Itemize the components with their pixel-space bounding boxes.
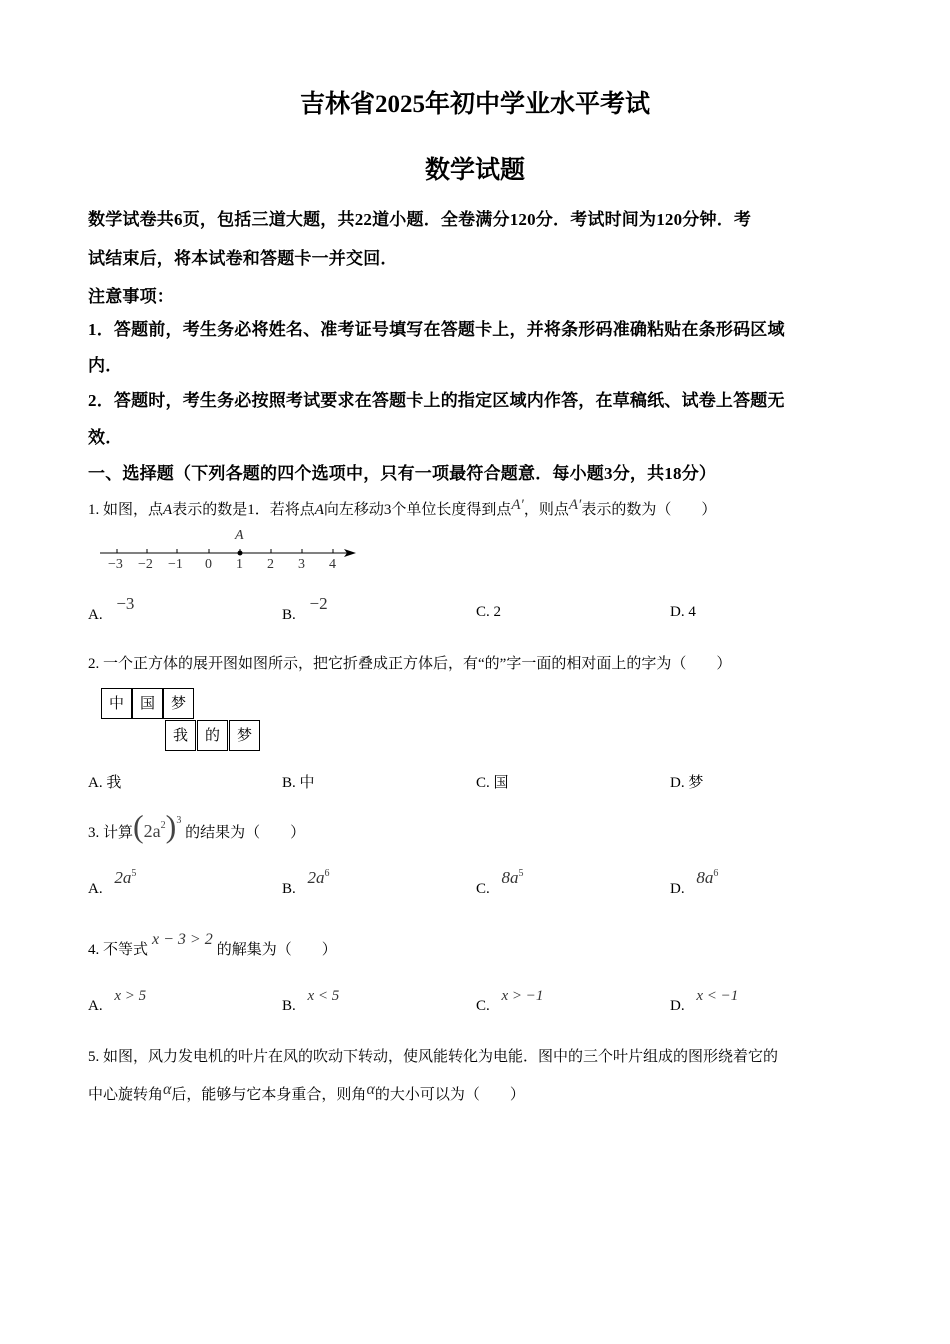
exam-title: 吉林省2025年初中学业水平考试 [299,91,650,118]
exam-subtitle: 数学试题 [424,157,525,184]
expression-base: 2a [143,821,161,841]
net-cell: 的 [197,720,228,751]
question-2-option-b[interactable]: B. 中 [282,775,315,791]
question-number: 2. [88,656,100,672]
question-2-option-d[interactable]: D. 梦 [670,775,704,791]
notice-item-2-line-1: 2．答题时，考生务必按照考试要求在答题卡上的指定区域内作答，在草稿纸、试卷上答题无 [88,391,785,410]
intro-line-1: 数学试卷共6页，包括三道大题，共22道小题．全卷满分120分．考试时间为120分钟．考 [88,210,752,229]
net-cell: 我 [165,720,196,751]
intro-line-2: 试结束后，将本试卷和答题卡一并交回． [88,249,398,268]
question-3-stem: 3. 计算$(2a^2)^3$ 的结果为（ ） [88,808,306,844]
question-2-stem: 2. 一个正方体的展开图如图所示，把它折叠成正方体后，有“的”字一面的相对面上的字为（ ） [88,656,732,672]
question-3-option-c[interactable]: C. $8a^5$ [476,868,524,897]
alpha-symbol: α [366,1081,375,1098]
question-1-option-d[interactable]: D. 4 [670,604,696,620]
tick-label: −2 [138,557,153,572]
question-number: 3. [88,825,100,841]
notice-item-2-line-2: 效． [88,428,123,447]
alpha-symbol: α [163,1081,172,1098]
question-5-stem-line-2: 中心旋转角α后，能够与它本身重合，则角α的大小可以为（ ） [88,1081,525,1103]
expression-close-paren: ) [165,808,177,844]
question-5-stem-line-1: 5. 如图，风力发电机的叶片在风的吹动下转动，使风能转化为电能．图中的三个叶片组成的图形绕着它的 [88,1049,779,1065]
question-number: 5. [88,1049,100,1065]
question-3-option-b[interactable]: B. $2a^6$ [282,868,330,897]
inequality-expression: x − 3 > 2 [152,931,213,948]
question-1-option-c[interactable]: C. 2 [476,604,502,620]
tick-label: −3 [108,557,123,572]
tick-label: 0 [205,557,212,572]
question-4-option-a[interactable]: A. x > 5 [88,988,147,1014]
question-2-option-c[interactable]: C. 国 [476,775,509,791]
net-cell: 中 [101,688,132,719]
net-cell: 梦 [163,688,194,719]
question-1-stem: 1. 如图，点A表示的数是1．若将点A向左移动3个单位长度得到点A′，则点A′表示的数为（ ） [88,497,717,518]
question-4-option-b[interactable]: B. x < 5 [282,988,340,1014]
question-number: 1. [88,502,100,518]
net-cell: 国 [132,688,163,719]
notice-item-1-line-2: 内． [88,356,123,375]
tick-label: 1 [236,557,243,572]
question-2-option-a[interactable]: A. 我 [88,775,122,791]
question-1-option-b[interactable]: B. −2 [282,594,328,623]
question-4-option-d[interactable]: D. x < −1 [670,988,739,1014]
question-4-stem: 4. 不等式x − 3 > 2的解集为（ ） [88,931,337,958]
section-1-heading: 一、选择题（下列各题的四个选项中，只有一项最符合题意．每小题3分，共18分） [88,464,717,483]
question-3-option-a[interactable]: A. $2a^5$ [88,868,137,897]
point-a-label: A [235,528,244,543]
question-number: 4. [88,942,100,958]
tick-label: 2 [267,557,274,572]
question-3-option-d[interactable]: D. $8a^6$ [670,868,719,897]
question-1-option-a[interactable]: A. −3 [88,594,135,623]
question-4-option-c[interactable]: C. x > −1 [476,988,544,1014]
notice-item-1-line-1: 1．答题前，考生务必将姓名、准考证号填写在答题卡上，并将条形码准确粘贴在条形码区域 [88,320,785,339]
notice-heading: 注意事项： [88,287,174,306]
number-line-svg [96,528,366,578]
expression-open-paren: ( [133,808,144,844]
tick-label: 3 [298,557,305,572]
tick-label: −1 [168,557,183,572]
number-line-figure [96,528,366,578]
net-cell: 梦 [229,720,260,751]
tick-label: 4 [329,557,336,572]
